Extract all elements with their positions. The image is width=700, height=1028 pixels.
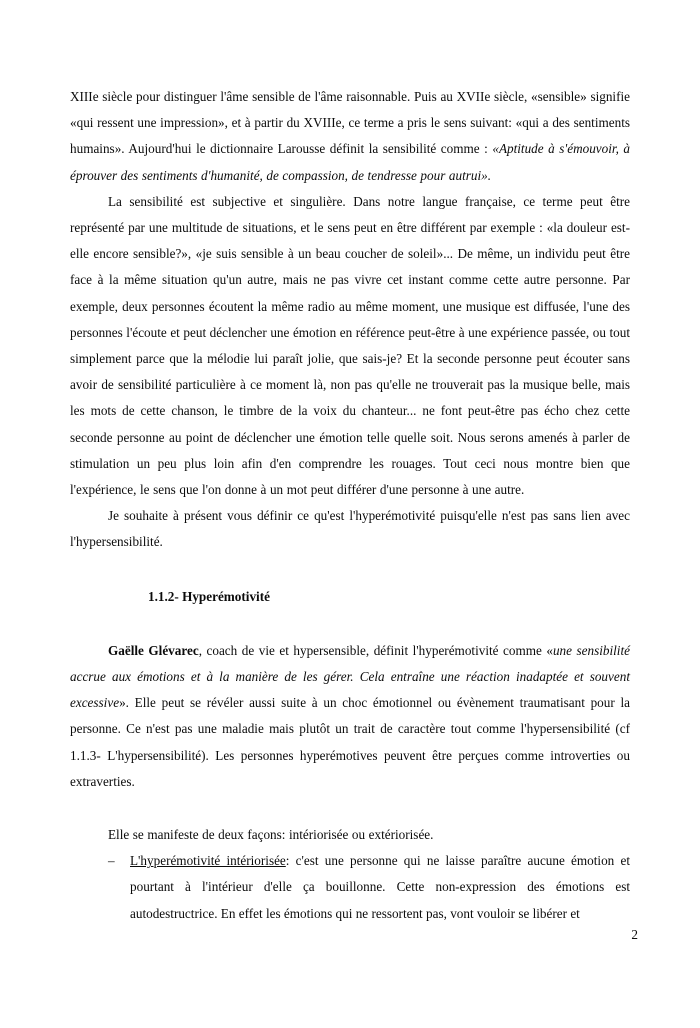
list-dash-marker: – — [108, 853, 115, 869]
page-number: 2 — [631, 927, 638, 942]
page-content — [70, 84, 630, 927]
manifestation-list — [70, 848, 630, 927]
paragraph-4-text-after-author: , coach de vie et hypersensible, définit l'hyperémotivité comme « — [198, 642, 553, 658]
paragraph-4-author: Gaëlle Glévarec — [108, 642, 199, 658]
section-heading: 1.1.2- Hyperémotivité — [148, 588, 270, 604]
paragraph-1-quote: «Aptitude à s'émouvoir, à éprouver des sentiments d'humanité, de compassion, de tendresse pour autrui». — [70, 141, 630, 183]
list-item-text: : c'est une personne qui ne laisse paraître aucune émotion et pourtant à l'intérieur d'elle ça bouillonne. Cette non-expression des émotions est autodestructrice. En effet les émotions qui ne ressortent pas, vont vouloir se libérer et — [130, 853, 630, 921]
list-item-lead: L'hyperémotivité intériorisée — [130, 853, 286, 869]
paragraph-2: La sensibilité est subjective et singulière. Dans notre langue française, ce terme peut être représenté par une multitude de situations, et le sens peut en être différent par exemple : «la douleur est-elle encore sensible?», «je suis sensible à un beau coucher de soleil»... De même, un individu peut être face à la même situation qu'un autre, mais ne pas vivre cet instant comme cette autre personne. Par exemple, deux personnes écoutent la même radio au même moment, une musique est diffusée, l'une des personnes l'écoute et peut déclencher une émotion en référence peut-être à une expérience passée, ou tout simplement parce que la mélodie lui paraît jolie, que sais-je? Et la seconde personne peut écouter sans avoir de sensibilité particulière à ce moment là, non pas qu'elle ne trouverait pas la musique belle, mais les mots de cette chanson, le timbre de la voix du chanteur... ne font peut-être pas écho chez cette seconde personne au point de déclencher une émotion telle quelle soit. Nous serons amenés à parler de stimulation un peu plus loin afin d'en comprendre les rouages. Tout ceci nous montre bien que l'expérience, le sens que l'on donne à un mot peut différer d'une personne à une autre. — [70, 193, 630, 498]
paragraph-3: Je souhaite à présent vous définir ce qu'est l'hyperémotivité puisqu'elle n'est pas sans lien avec l'hypersensibilité. — [70, 508, 630, 550]
paragraph-4-quote: une sensibilité accrue aux émotions et à la manière de les gérer. Cela entraîne une réaction inadaptée et souvent excessive — [70, 642, 630, 711]
spacer-before-heading — [70, 556, 630, 584]
paragraph-1 — [70, 84, 630, 189]
paragraph-4-text-after-quote: ». Elle peut se révéler aussi suite à un choc émotionnel ou évènement traumatisant pour la personne. Ce n'est pas une maladie mais plutôt un trait de caractère tout comme l'hypersensibilité (cf 1.1.3- L'hypersensibilité). Les personnes hyperémotives peuvent être perçues comme introverties ou extraverties. — [70, 695, 630, 789]
paragraph-4 — [70, 638, 630, 795]
list-item — [70, 848, 630, 927]
spacer-after-heading — [70, 610, 630, 638]
paragraph-5: Elle se manifeste de deux façons: intériorisée ou extériorisée. — [108, 827, 434, 843]
paragraph-1-text: XIIIe siècle pour distinguer l'âme sensible de l'âme raisonnable. Puis au XVIIe siècle, «sensible» signifie «qui ressent une impression», et à partir du XVIIIe, ce terme a pris le sens suivant: «qui a des sentiments humains». Aujourd'hui le dictionnaire Larousse définit la sensibilité comme : — [70, 89, 630, 157]
spacer-before-manifest — [70, 795, 630, 822]
